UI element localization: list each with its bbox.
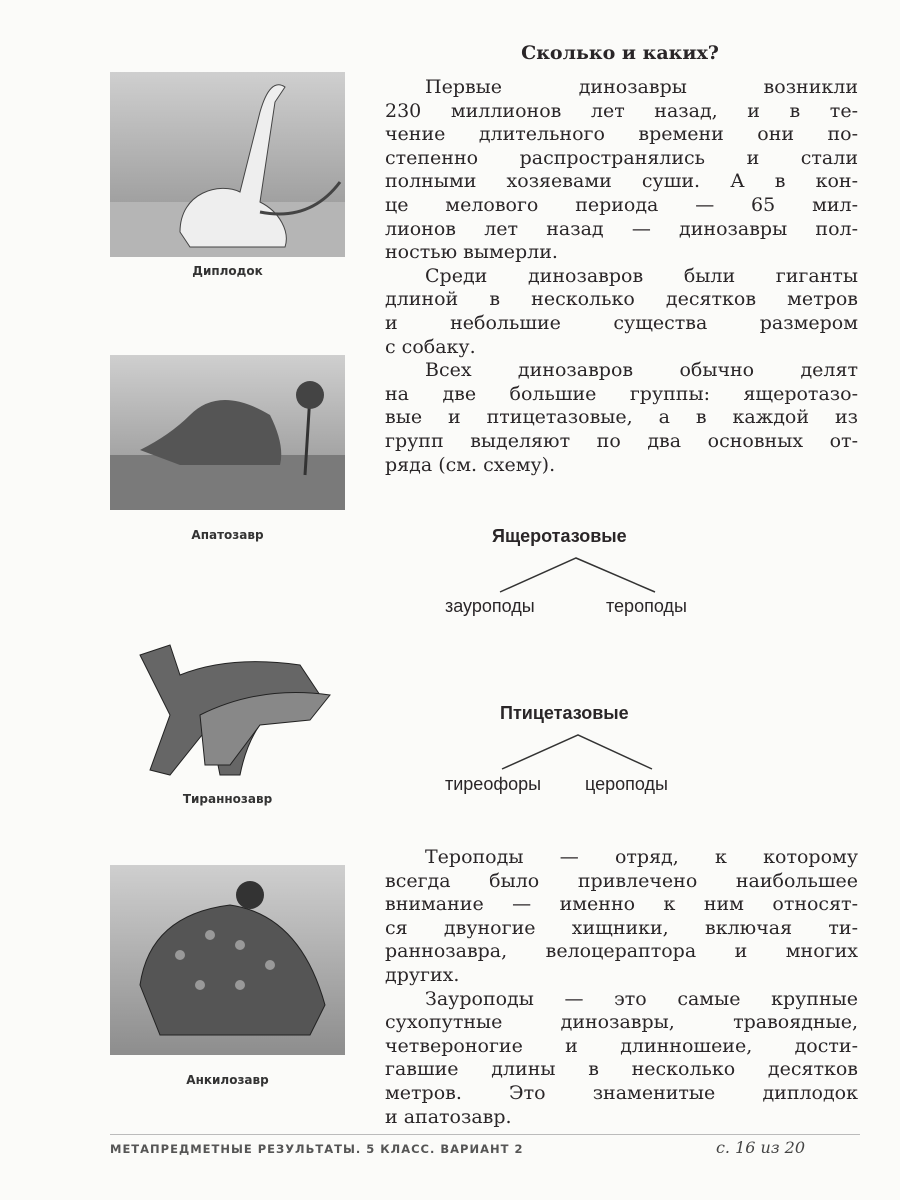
schema-group-ornithischia: Птицетазовые bbox=[500, 703, 629, 723]
text-line: с собаку. bbox=[385, 335, 476, 358]
text-line: групп выделяют по два основных от- bbox=[385, 429, 858, 452]
text-line: степенно распространялись и стали bbox=[385, 146, 858, 169]
text-line: и небольшие существа размером bbox=[385, 311, 858, 334]
schema-branch-lines bbox=[480, 550, 680, 595]
schema-group-saurischia: Ящеротазовые bbox=[492, 526, 627, 546]
text-line: ся двуногие хищники, включая ти- bbox=[385, 916, 858, 939]
caption-diplodocus: Диплодок bbox=[192, 264, 263, 278]
text-line: Тероподы — отряд, к которому bbox=[425, 846, 858, 868]
schema-branch-lines bbox=[480, 727, 680, 772]
paragraph bbox=[385, 359, 858, 477]
text-block-intro bbox=[385, 76, 858, 477]
caption-apatosaurus: Апатозавр bbox=[191, 528, 264, 542]
text-line: 230 миллионов лет назад, и в те- bbox=[385, 99, 858, 122]
text-line: и апатозавр. bbox=[385, 1105, 512, 1128]
text-line: Всех динозавров обычно делят bbox=[425, 359, 858, 382]
text-line: четвероногие и длинношеие, дости- bbox=[385, 1034, 858, 1057]
apatosaurus-image bbox=[110, 355, 345, 510]
text-line: гавшие длины в несколько десятков bbox=[385, 1058, 858, 1081]
text-line: чение длительного времени они по- bbox=[385, 123, 858, 146]
text-line: внимание — именно к ним относят- bbox=[385, 893, 858, 916]
text-line: других. bbox=[385, 963, 460, 986]
caption-tyrannosaurus: Тираннозавр bbox=[182, 792, 273, 806]
ankylosaurus-image bbox=[110, 865, 345, 1055]
text-line: Первые динозавры возникли bbox=[425, 76, 858, 98]
text-line: метров. Это знаменитые диплодок bbox=[385, 1081, 858, 1104]
text-line: це мелового периода — 65 мил- bbox=[385, 193, 858, 216]
schema-order-sauropods: зауроподы bbox=[445, 596, 535, 616]
tyrannosaurus-image bbox=[110, 615, 345, 785]
text-line: длиной в несколько десятков метров bbox=[385, 288, 858, 311]
text-line: ностью вымерли. bbox=[385, 241, 558, 264]
page-number: с. 16 из 20 bbox=[715, 1138, 805, 1157]
text-line: всегда было привлечено наибольшее bbox=[385, 869, 858, 892]
text-block-orders bbox=[385, 846, 858, 1129]
text-line: на две большие группы: ящеротазо- bbox=[385, 382, 858, 405]
schema-order-theropods: тероподы bbox=[606, 596, 687, 616]
paragraph bbox=[385, 265, 858, 359]
schema-order-cerapoda: цероподы bbox=[585, 774, 668, 794]
paragraph bbox=[385, 988, 858, 1130]
footer-divider bbox=[110, 1134, 860, 1135]
text-line: сухопутные динозавры, травоядные, bbox=[385, 1011, 858, 1034]
diplodocus-image bbox=[110, 72, 345, 257]
text-line: Зауроподы — это самые крупные bbox=[425, 987, 858, 1010]
text-line: ряда (см. схему). bbox=[385, 453, 556, 476]
text-line: полными хозяевами суши. А в кон- bbox=[385, 170, 858, 193]
text-line: вые и птицетазовые, а в каждой из bbox=[385, 406, 858, 429]
text-line: Среди динозавров были гиганты bbox=[425, 264, 858, 287]
text-line: лионов лет назад — динозавры пол- bbox=[385, 217, 858, 240]
text-line: раннозавра, велоцераптора и многих bbox=[385, 940, 858, 963]
caption-ankylosaurus: Анкилозавр bbox=[186, 1073, 269, 1087]
section-title: Сколько и каких? bbox=[521, 42, 719, 64]
paragraph bbox=[385, 76, 858, 265]
paragraph bbox=[385, 846, 858, 988]
footer-label: МЕТАПРЕДМЕТНЫЕ РЕЗУЛЬТАТЫ. 5 КЛАСС. ВАРИАНТ 2 bbox=[110, 1142, 524, 1156]
schema-order-thyreophora: тиреофоры bbox=[445, 774, 542, 794]
